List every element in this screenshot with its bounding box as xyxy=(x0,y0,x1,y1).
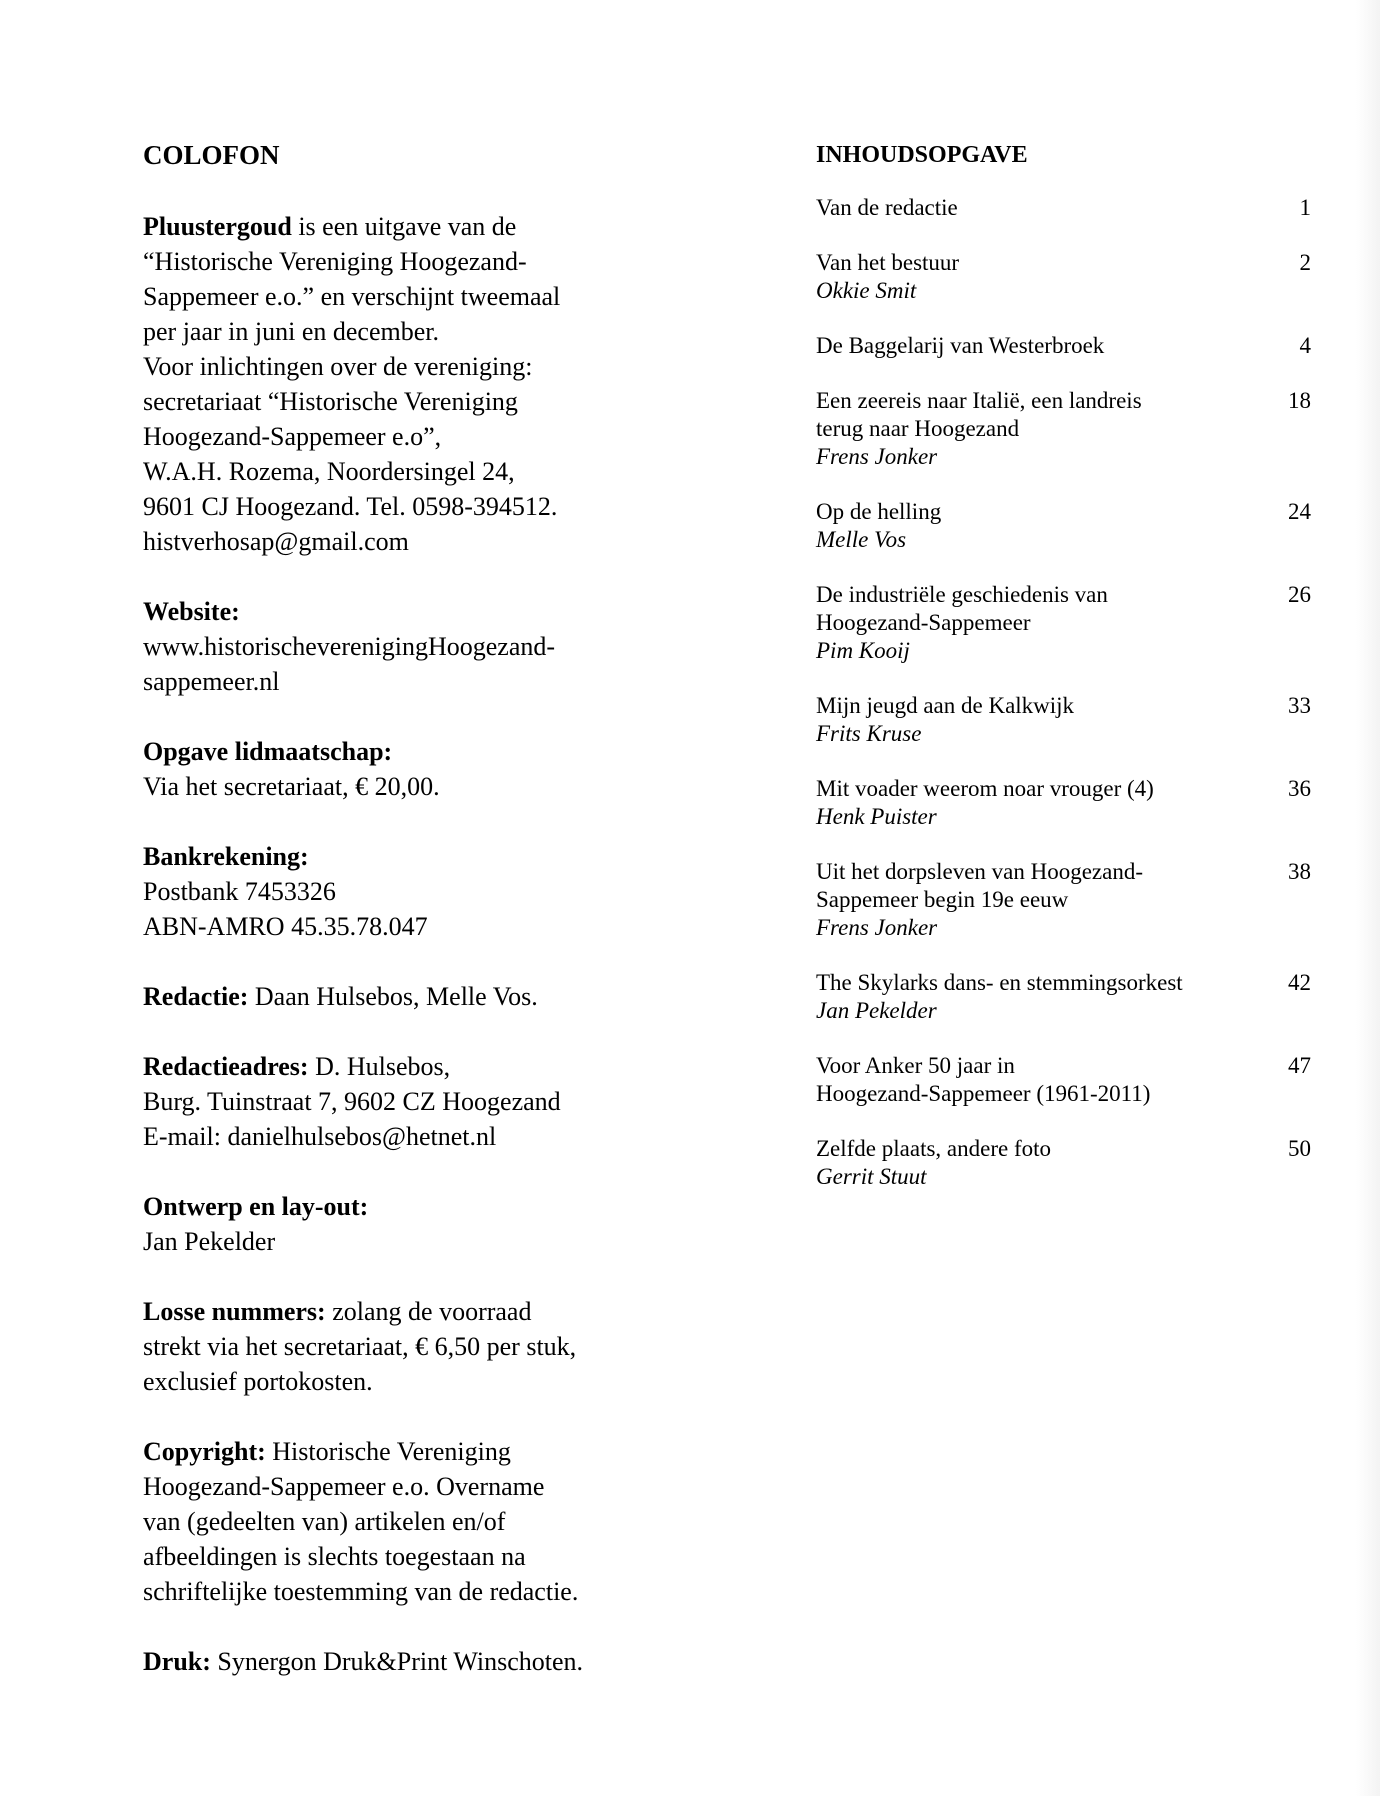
toc-entry xyxy=(816,692,1311,748)
bank-line: Postbank 7453326 xyxy=(143,877,336,906)
redactie-line xyxy=(143,979,663,1014)
colofon-heading: COLOFON xyxy=(143,140,280,170)
intro-line: 9601 CJ Hoogezand. Tel. 0598-394512. xyxy=(143,492,558,521)
intro-line: secretariaat “Historische Vereniging xyxy=(143,387,518,416)
toc-entry-title: Uit het dorpsleven van Hoogezand- xyxy=(816,859,1144,884)
toc-entry-title: Voor Anker 50 jaar in xyxy=(816,1053,1015,1078)
toc-column xyxy=(816,141,1311,1218)
losse-line xyxy=(143,1294,663,1329)
toc-entry-author: Jan Pekelder xyxy=(816,998,937,1023)
website-label xyxy=(143,594,663,629)
intro-first-rest: is een uitgave van de xyxy=(291,212,517,241)
druk-label: Druk: xyxy=(143,1647,211,1676)
bank-line: ABN-AMRO 45.35.78.047 xyxy=(143,912,428,941)
toc-entry-author: Frits Kruse xyxy=(816,721,922,746)
toc-entry-title: Mijn jeugd aan de Kalkwijk xyxy=(816,693,1075,718)
toc-entry-title: Mit voader weerom noar vrouger (4) xyxy=(816,776,1154,801)
toc-entry xyxy=(816,581,1311,665)
redactie-block xyxy=(143,979,663,1014)
toc-entry xyxy=(816,858,1311,942)
lidmaatschap-label-text: Opgave lidmaatschap: xyxy=(143,737,393,766)
toc-entry-page-number: 38 xyxy=(1288,859,1311,884)
toc-entry xyxy=(816,194,1311,222)
lidmaatschap-label xyxy=(143,734,663,769)
toc-entry-page-number: 42 xyxy=(1288,970,1311,995)
toc-entry-title: Van het bestuur xyxy=(816,250,960,275)
toc-entry-page-number: 2 xyxy=(1299,250,1311,275)
losse-line: exclusief portokosten. xyxy=(143,1367,373,1396)
toc-heading: INHOUDSOPGAVE xyxy=(816,142,1028,168)
intro-line: “Historische Vereniging Hoogezand- xyxy=(143,247,527,276)
toc-entry-title: Van de redactie xyxy=(816,195,958,220)
intro-bold: Pluustergoud xyxy=(143,212,292,241)
intro-line: Voor inlichtingen over de vereniging: xyxy=(143,352,533,381)
druk-line xyxy=(143,1644,663,1679)
redactieadres-block xyxy=(143,1049,663,1154)
redactieadres-label: Redactieadres: xyxy=(143,1052,309,1081)
ontwerp-label-text: Ontwerp en lay-out: xyxy=(143,1192,369,1221)
toc-entry-title: terug naar Hoogezand xyxy=(816,416,1020,441)
toc-entry-page-number: 1 xyxy=(1299,195,1311,220)
toc-entry-author: Pim Kooij xyxy=(816,638,910,663)
bank-label xyxy=(143,839,663,874)
lidmaatschap-value: Via het secretariaat, € 20,00. xyxy=(143,772,440,801)
copyright-line: schriftelijke toestemming van de redactie. xyxy=(143,1577,579,1606)
toc-entry-title: Hoogezand-Sappemeer (1961-2011) xyxy=(816,1081,1151,1106)
toc-entry-author: Frens Jonker xyxy=(816,915,938,940)
toc-entry-title: Zelfde plaats, andere foto xyxy=(816,1136,1051,1161)
website-url-line: www.historischeverenigingHoogezand- xyxy=(143,632,556,661)
toc-entry-author: Okkie Smit xyxy=(816,278,917,303)
colofon-column xyxy=(143,138,663,1714)
bank-label-text: Bankrekening: xyxy=(143,842,309,871)
toc-entry-title: Hoogezand-Sappemeer xyxy=(816,610,1031,635)
toc-entry-page-number: 36 xyxy=(1288,776,1311,801)
intro-line: Sappemeer e.o.” en verschijnt tweemaal xyxy=(143,282,561,311)
ontwerp-block xyxy=(143,1189,663,1259)
intro-line: per jaar in juni en december. xyxy=(143,317,439,346)
intro-line: Hoogezand-Sappemeer e.o”, xyxy=(143,422,442,451)
toc-entry xyxy=(816,969,1311,1025)
intro-line xyxy=(143,209,663,244)
toc-entry-page-number: 50 xyxy=(1288,1136,1311,1161)
website-block xyxy=(143,594,663,699)
losse-label: Losse nummers: xyxy=(143,1297,326,1326)
toc-entry xyxy=(816,498,1311,554)
redactie-value: Daan Hulsebos, Melle Vos. xyxy=(248,982,538,1011)
losse-line: strekt via het secretariaat, € 6,50 per stuk, xyxy=(143,1332,577,1361)
toc-entry-author: Gerrit Stuut xyxy=(816,1164,927,1189)
page-edge-shadow xyxy=(1356,0,1380,1796)
redactieadres-email: E-mail: danielhulsebos@hetnet.nl xyxy=(143,1122,497,1151)
redactieadres-first-rest: D. Hulsebos, xyxy=(308,1052,451,1081)
toc-entry xyxy=(816,332,1311,360)
losse-first-rest: zolang de voorraad xyxy=(325,1297,532,1326)
toc-entry-author: Henk Puister xyxy=(816,804,937,829)
toc-entry-title: De industriële geschiedenis van xyxy=(816,582,1108,607)
toc-entry-author: Frens Jonker xyxy=(816,444,938,469)
toc-entry-title: Op de helling xyxy=(816,499,942,524)
toc-entry-title: Sappemeer begin 19e eeuw xyxy=(816,887,1069,912)
copyright-first-rest: Historische Vereniging xyxy=(265,1437,511,1466)
druk-block xyxy=(143,1644,663,1679)
toc-entry xyxy=(816,249,1311,305)
toc-entry-title: The Skylarks dans- en stemmingsorkest xyxy=(816,970,1183,995)
toc-entry-page-number: 4 xyxy=(1299,333,1311,358)
losse-nummers-block xyxy=(143,1294,663,1399)
bank-block xyxy=(143,839,663,944)
copyright-line: van (gedeelten van) artikelen en/of xyxy=(143,1507,506,1536)
copyright-block xyxy=(143,1434,663,1609)
redactieadres-line: Burg. Tuinstraat 7, 9602 CZ Hoogezand xyxy=(143,1087,561,1116)
toc-entry xyxy=(816,1052,1311,1108)
redactieadres-line xyxy=(143,1049,663,1084)
website-url-line: sappemeer.nl xyxy=(143,667,280,696)
colofon-intro xyxy=(143,209,663,559)
toc-entry-title: Een zeereis naar Italië, een landreis xyxy=(816,388,1142,413)
toc-entry-page-number: 26 xyxy=(1288,582,1311,607)
copyright-line xyxy=(143,1434,663,1469)
redactie-label: Redactie: xyxy=(143,982,249,1011)
toc-list xyxy=(816,194,1311,1191)
copyright-line: afbeeldingen is slechts toegestaan na xyxy=(143,1542,526,1571)
lidmaatschap-block xyxy=(143,734,663,804)
website-label-text: Website: xyxy=(143,597,240,626)
toc-entry xyxy=(816,387,1311,471)
toc-entry-page-number: 33 xyxy=(1288,693,1311,718)
toc-entry-author: Melle Vos xyxy=(816,527,907,552)
toc-entry-page-number: 18 xyxy=(1288,388,1311,413)
toc-entry xyxy=(816,1135,1311,1191)
copyright-label: Copyright: xyxy=(143,1437,266,1466)
toc-entry xyxy=(816,775,1311,831)
toc-entry-title: De Baggelarij van Westerbroek xyxy=(816,333,1105,358)
intro-line: W.A.H. Rozema, Noordersingel 24, xyxy=(143,457,515,486)
toc-entry-page-number: 24 xyxy=(1288,499,1311,524)
ontwerp-value: Jan Pekelder xyxy=(143,1227,276,1256)
copyright-line: Hoogezand-Sappemeer e.o. Overname xyxy=(143,1472,545,1501)
intro-email: histverhosap@gmail.com xyxy=(143,527,409,556)
toc-entry-page-number: 47 xyxy=(1288,1053,1311,1078)
druk-value: Synergon Druk&Print Winschoten. xyxy=(210,1647,583,1676)
ontwerp-label xyxy=(143,1189,663,1224)
